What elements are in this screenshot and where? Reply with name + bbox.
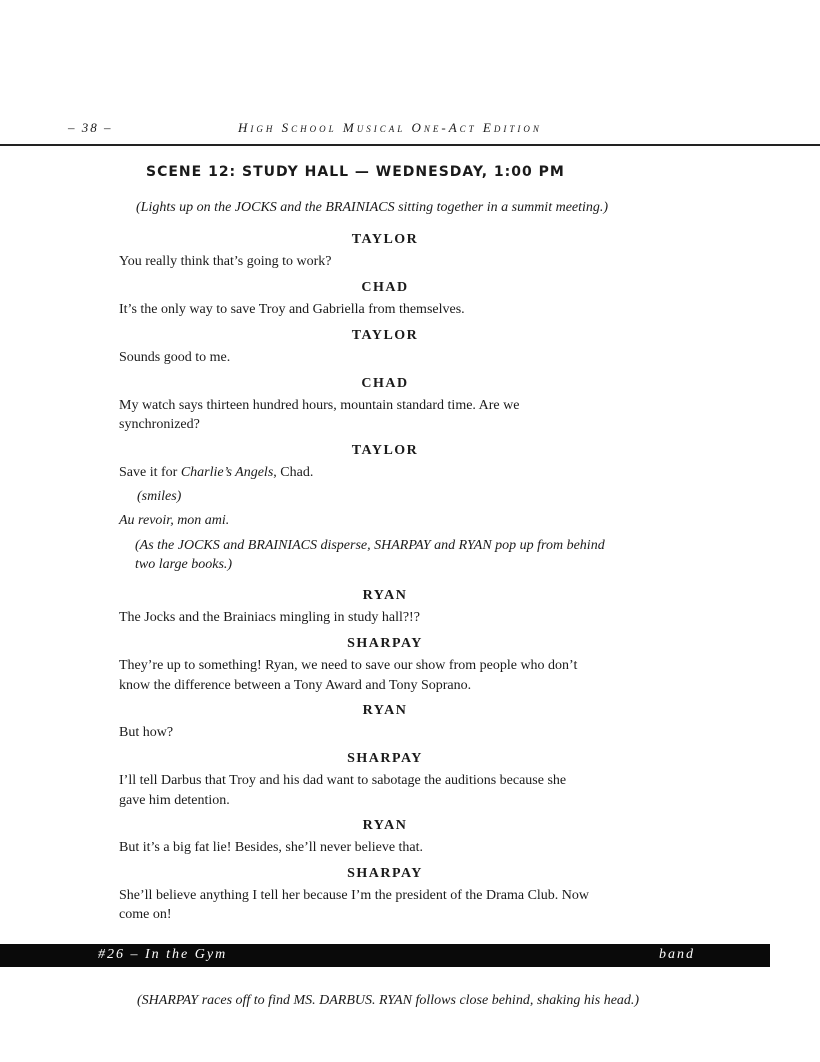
character-name: RYAN: [362, 588, 408, 603]
character-name: RYAN: [362, 703, 408, 718]
dialogue-line: come on!: [119, 907, 172, 922]
dialogue-line: My watch says thirteen hundred hours, mountain standard time. Are we: [119, 398, 520, 413]
dialogue-line: But it’s a big fat lie! Besides, she’ll never believe that.: [119, 840, 424, 855]
stage-direction: two large books.): [135, 557, 233, 572]
character-name: TAYLOR: [351, 328, 419, 343]
character-name: SHARPAY: [347, 636, 423, 651]
header-rule: [0, 144, 820, 146]
stage-direction: (SHARPAY races off to find MS. DARBUS. RYAN follows close behind, shaking his head.): [137, 993, 640, 1008]
dialogue-line: The Jocks and the Brainiacs mingling in study hall?!?: [119, 610, 420, 625]
character-name: CHAD: [361, 376, 409, 391]
dialogue-line: But how?: [119, 725, 174, 740]
dialogue-line: They’re up to something! Ryan, we need to save our show from people who don’t: [119, 658, 578, 673]
show-title: Charlie’s Angels: [180, 465, 274, 480]
dialogue-text: Save it for: [119, 465, 181, 480]
scene-title: SCENE 12: STUDY HALL — WEDNESDAY, 1:00 PM: [146, 164, 565, 180]
dialogue-line: It’s the only way to save Troy and Gabriella from themselves.: [119, 302, 465, 317]
running-title: High School Musical One-Act Edition: [238, 120, 542, 135]
page-number: – 38 –: [68, 120, 113, 135]
dialogue-text: , Chad.: [273, 465, 314, 480]
dialogue-line: You really think that’s going to work?: [119, 254, 332, 269]
dialogue-line: synchronized?: [119, 417, 200, 432]
running-header: [0, 120, 820, 136]
dialogue-line: She’ll believe anything I tell her because I’m the president of the Drama Club. Now: [119, 888, 590, 903]
character-name: TAYLOR: [351, 232, 419, 247]
music-cue-instrumentation: band: [659, 947, 695, 962]
character-name: SHARPAY: [347, 866, 423, 881]
dialogue-line: Au revoir, mon ami.: [119, 513, 230, 528]
character-name: RYAN: [362, 818, 408, 833]
dialogue-line: [119, 465, 313, 481]
dialogue-line: I’ll tell Darbus that Troy and his dad want to sabotage the auditions because she: [119, 773, 567, 788]
character-name: TAYLOR: [351, 443, 419, 458]
parenthetical: (smiles): [137, 489, 182, 504]
dialogue-line: Sounds good to me.: [119, 350, 231, 365]
dialogue-line: know the difference between a Tony Award and Tony Soprano.: [119, 678, 472, 693]
music-cue-label: #26 – In the Gym: [98, 947, 228, 962]
music-cue-bar: [0, 944, 770, 967]
character-name: SHARPAY: [347, 751, 423, 766]
stage-direction: (As the JOCKS and BRAINIACS disperse, SHARPAY and RYAN pop up from behind: [135, 538, 605, 553]
stage-direction: (Lights up on the JOCKS and the BRAINIACS sitting together in a summit meeting.): [136, 200, 609, 215]
dialogue-line: gave him detention.: [119, 793, 230, 808]
character-name: CHAD: [361, 280, 409, 295]
